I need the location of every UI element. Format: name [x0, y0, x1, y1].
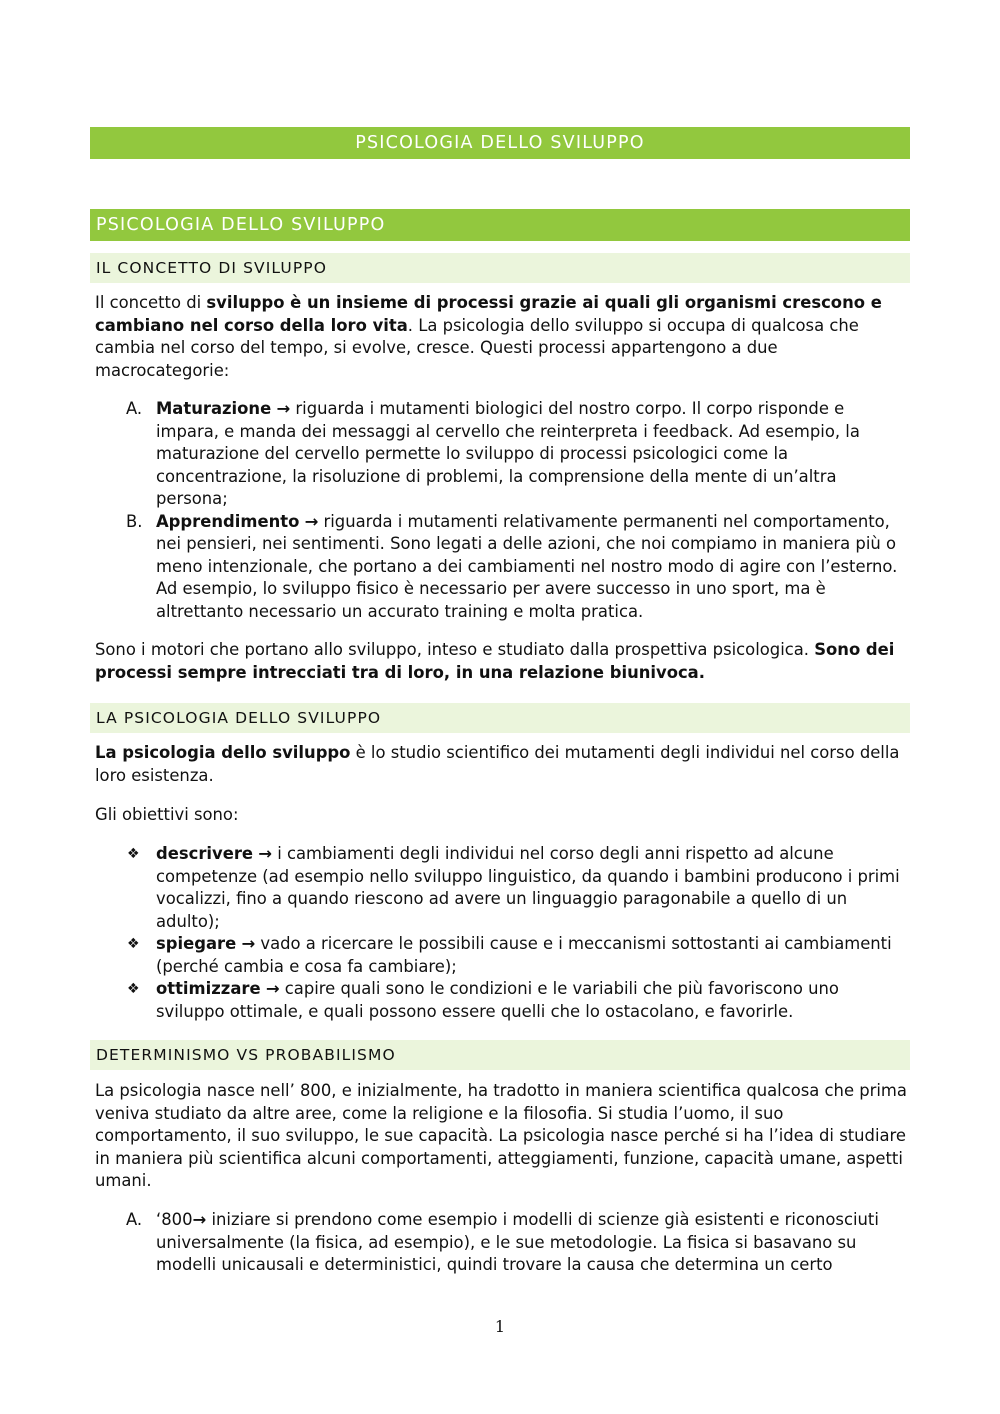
list-text: iniziare si prendono come esempio i modelli di scienze già esistenti e riconosciuti universalmente (la fisica, ad esempio), e le sue metodologie. La fisica si basavano su modelli unicausali e deterministici, quindi trovare la causa che determina un certo	[156, 1210, 879, 1274]
list-term: Apprendimento	[156, 511, 300, 531]
paragraph-definizione	[95, 742, 907, 787]
list-marker: A.	[126, 1210, 143, 1229]
arrow-icon: →	[304, 511, 319, 531]
paragraph-obiettivi: Gli obiettivi sono:	[95, 805, 239, 824]
diamond-bullet-icon: ❖	[127, 846, 140, 862]
list-text: riguarda i mutamenti biologici del nostro corpo. Il corpo risponde e impara, e manda dei messaggi al cervello che reinterpreta i feedback. Ad esempio, la maturazione del cervello permette lo sviluppo di processi psicologici come la concentrazione, la risoluzione di problemi, la comprensione della mente di un’altra persona;	[156, 399, 860, 508]
paragraph-motori	[95, 639, 907, 684]
list-term: Maturazione	[156, 399, 272, 418]
list-item	[95, 511, 907, 624]
paragraph-nascita-psicologia: La psicologia nasce nell’ 800, e inizialmente, ha tradotto in maniera scientifica qualcosa che prima veniva studiato da altre aree, come la religione e la filosofia. Si studia l’uomo, il suo comportamento, il suo sviluppo, le sue capacità. La psicologia nasce perché si ha l’idea di studiare in maniera più scientifica alcuni comportamenti, atteggiamenti, funzione, capacità umane, aspetti umani.	[95, 1081, 907, 1190]
list-term: spiegare	[156, 934, 237, 953]
bold-text: La psicologia dello sviluppo	[95, 743, 351, 762]
diamond-bullet-icon: ❖	[127, 936, 140, 952]
paragraph-concetto	[95, 292, 907, 382]
list-marker: B.	[126, 511, 143, 531]
list-item	[95, 1209, 907, 1277]
list-lead: ‘800	[156, 1210, 193, 1229]
list-text: capire quali sono le condizioni e le variabili che più favoriscono uno sviluppo ottimale, e quali possono essere quelli che lo ostacolano, e favorirle.	[156, 979, 839, 1021]
heading-1: PSICOLOGIA DELLO SVILUPPO	[90, 209, 910, 241]
list-item	[95, 978, 907, 1023]
text-run: è lo studio scientifico dei mutamenti degli individui nel corso della loro esistenza.	[95, 743, 900, 785]
section-heading-psicologia: LA PSICOLOGIA DELLO SVILUPPO	[90, 703, 910, 733]
arrow-icon: →	[192, 1210, 207, 1229]
diamond-bullet-icon: ❖	[127, 981, 140, 997]
text-run: Sono i motori che portano allo sviluppo, inteso e studiato dalla prospettiva psicologica.	[95, 640, 815, 659]
text-run: Il concetto di	[95, 293, 207, 312]
list-marker: A.	[126, 399, 143, 418]
text-run: . La psicologia dello sviluppo si occupa di qualcosa che cambia nel corso del tempo, si evolve, cresce. Questi processi appartengono a due macrocategorie:	[95, 315, 859, 380]
periodi-list	[95, 1209, 907, 1277]
document-title: PSICOLOGIA DELLO SVILUPPO	[90, 127, 910, 159]
bold-text: sviluppo è un insieme di processi grazie ai quali gli organismi crescono e cambiano nel corso della loro vita	[95, 293, 882, 335]
list-text: vado a ricercare le possibili cause e i meccanismi sottostanti ai cambiamenti (perché cambia e cosa fa cambiare);	[156, 934, 892, 976]
obiettivi-list	[95, 843, 907, 1023]
page-number: 1	[494, 1317, 506, 1336]
macrocategorie-list	[95, 398, 907, 623]
list-text: riguarda i mutamenti relativamente permanenti nel comportamento, nei pensieri, nei sentimenti. Sono legati a delle azioni, che noi compiamo in maniera più o meno intenzionale, che portano a dei cambiamenti nel nostro modo di agire con l’esterno. Ad esempio, lo sviluppo fisico è necessario per avere successo in uno sport, ma è altrettanto necessario un accurato training e molta pratica.	[156, 511, 898, 621]
list-item	[95, 843, 907, 933]
list-term: descrivere	[156, 844, 254, 863]
arrow-icon: →	[265, 979, 280, 998]
section-heading-concetto: IL CONCETTO DI SVILUPPO	[90, 253, 910, 283]
bold-text: Sono dei processi sempre intrecciati tra di loro, in una relazione biunivoca.	[95, 640, 895, 682]
list-item	[95, 398, 907, 511]
arrow-icon: →	[258, 844, 272, 863]
arrow-icon: →	[241, 934, 256, 953]
list-text: i cambiamenti degli individui nel corso degli anni rispetto ad alcune competenze (ad esempio nello sviluppo linguistico, da quando i bambini producono i primi vocalizzi, fino a quando riescono ad avere un linguaggio paragonabile a quello di un adulto);	[156, 844, 900, 931]
list-term: ottimizzare	[156, 979, 261, 998]
arrow-icon: →	[276, 399, 291, 418]
list-item	[95, 933, 907, 978]
section-heading-determinismo: DETERMINISMO VS PROBABILISMO	[90, 1040, 910, 1070]
